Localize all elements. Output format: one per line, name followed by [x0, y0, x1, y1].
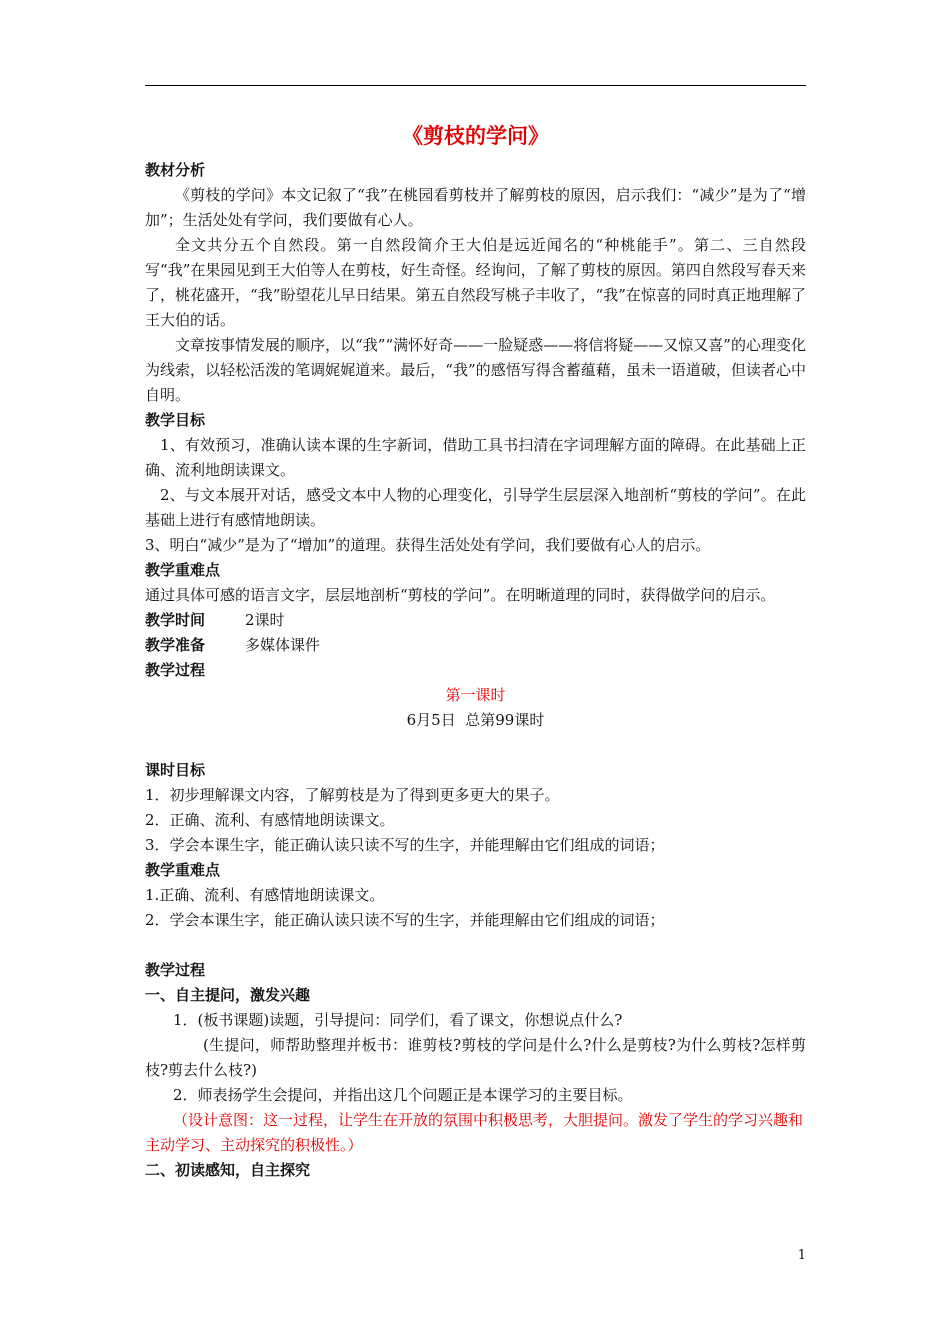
analysis-paragraph: 《剪枝的学问》本文记叙了“我”在桃园看剪枝并了解剪枝的原因，启示我们：“减少”是为了“增加”；生活处处有学问，我们要做有心人。: [145, 186, 806, 229]
keypoints-heading: 教学重难点: [145, 561, 221, 579]
lesson-title: 第一课时: [445, 686, 506, 704]
section-heading: 二、初读感知，自主探究: [145, 1161, 311, 1179]
analysis-heading: 教材分析: [145, 161, 206, 179]
process-step: 2．师表扬学生会提问，并指出这几个问题正是本课学习的主要目标。: [173, 1086, 633, 1104]
goal-item: 3、明白“减少”是为了“增加”的道理。获得生活处处有学问，我们要做有心人的启示。: [145, 536, 711, 554]
teaching-prep-label: 教学准备: [145, 636, 206, 654]
document-page: [145, 120, 806, 1183]
process-step-note: (生提问，师帮助整理并板书：谁剪枝?剪枝的学问是什么?什么是剪枝?为什么剪枝?怎样剪枝?剪去什么枝?): [145, 1036, 806, 1079]
teaching-time-value: 2课时: [245, 611, 285, 629]
lesson-process-heading: 教学过程: [145, 961, 206, 979]
page-number: 1: [797, 1248, 806, 1263]
analysis-paragraph: 全文共分五个自然段。第一自然段简介王大伯是远近闻名的“种桃能手”。第二、三自然段写“我”在果园见到王大伯等人在剪枝，好生奇怪。经询问，了解了剪枝的原因。第四自然段写春天来了，桃花盛开，“我”盼望花儿早日结果。第五自然段写桃子丰收了，“我”在惊喜的同时真正地理解了王大伯的话。: [145, 236, 806, 329]
header-rule: [145, 85, 806, 86]
document-title: 《剪枝的学问》: [402, 123, 549, 148]
lesson-goal-item: 2．正确、流利、有感情地朗读课文。: [145, 811, 395, 829]
design-intent: （设计意图：这一过程，让学生在开放的氛围中积极思考，大胆提问。激发了学生的学习兴趣和主动学习、主动探究的积极性。）: [145, 1111, 804, 1154]
teaching-time-row: [145, 608, 806, 633]
lesson-goal-item: 1．初步理解课文内容，了解剪枝是为了得到更多更大的果子。: [145, 786, 560, 804]
process-heading: 教学过程: [145, 661, 206, 679]
goal-item: 2、与文本展开对话，感受文本中人物的心理变化，引导学生层层深入地剖析“剪枝的学问”。在此基础上进行有感情地朗读。: [145, 486, 806, 529]
teaching-time-label: 教学时间: [145, 611, 206, 629]
teaching-prep-value: 多媒体课件: [245, 636, 321, 654]
lesson-goals-heading: 课时目标: [145, 761, 206, 779]
lesson-key-item: 2．学会本课生字，能正确认读只读不写的生字，并能理解由它们组成的词语；: [145, 911, 665, 929]
teaching-prep-row: [145, 633, 806, 658]
keypoints-text: 通过具体可感的语言文字，层层地剖析“剪枝的学问”。在明晰道理的同时，获得做学问的启示。: [145, 586, 776, 604]
lesson-key-heading: 教学重难点: [145, 861, 221, 879]
lesson-date: 6月5日 总第99课时: [406, 711, 545, 729]
goal-item: 1、有效预习，准确认读本课的生字新词，借助工具书扫清在字词理解方面的障碍。在此基础上正确、流利地朗读课文。: [145, 436, 806, 479]
analysis-paragraph: 文章按事情发展的顺序，以“我”“满怀好奇——一脸疑惑——将信将疑——又惊又喜”的心理变化为线索，以轻松活泼的笔调娓娓道来。最后，“我”的感悟写得含蓄蕴藉，虽未一语道破，但读者心中自明。: [145, 336, 806, 404]
goals-heading: 教学目标: [145, 411, 206, 429]
process-step: 1．(板书课题)读题，引导提问：同学们，看了课文，你想说点什么?: [173, 1011, 623, 1029]
lesson-key-item: 1.正确、流利、有感情地朗读课文。: [145, 886, 385, 904]
section-heading: 一、自主提问，激发兴趣: [145, 986, 311, 1004]
lesson-goal-item: 3．学会本课生字，能正确认读只读不写的生字，并能理解由它们组成的词语；: [145, 836, 665, 854]
